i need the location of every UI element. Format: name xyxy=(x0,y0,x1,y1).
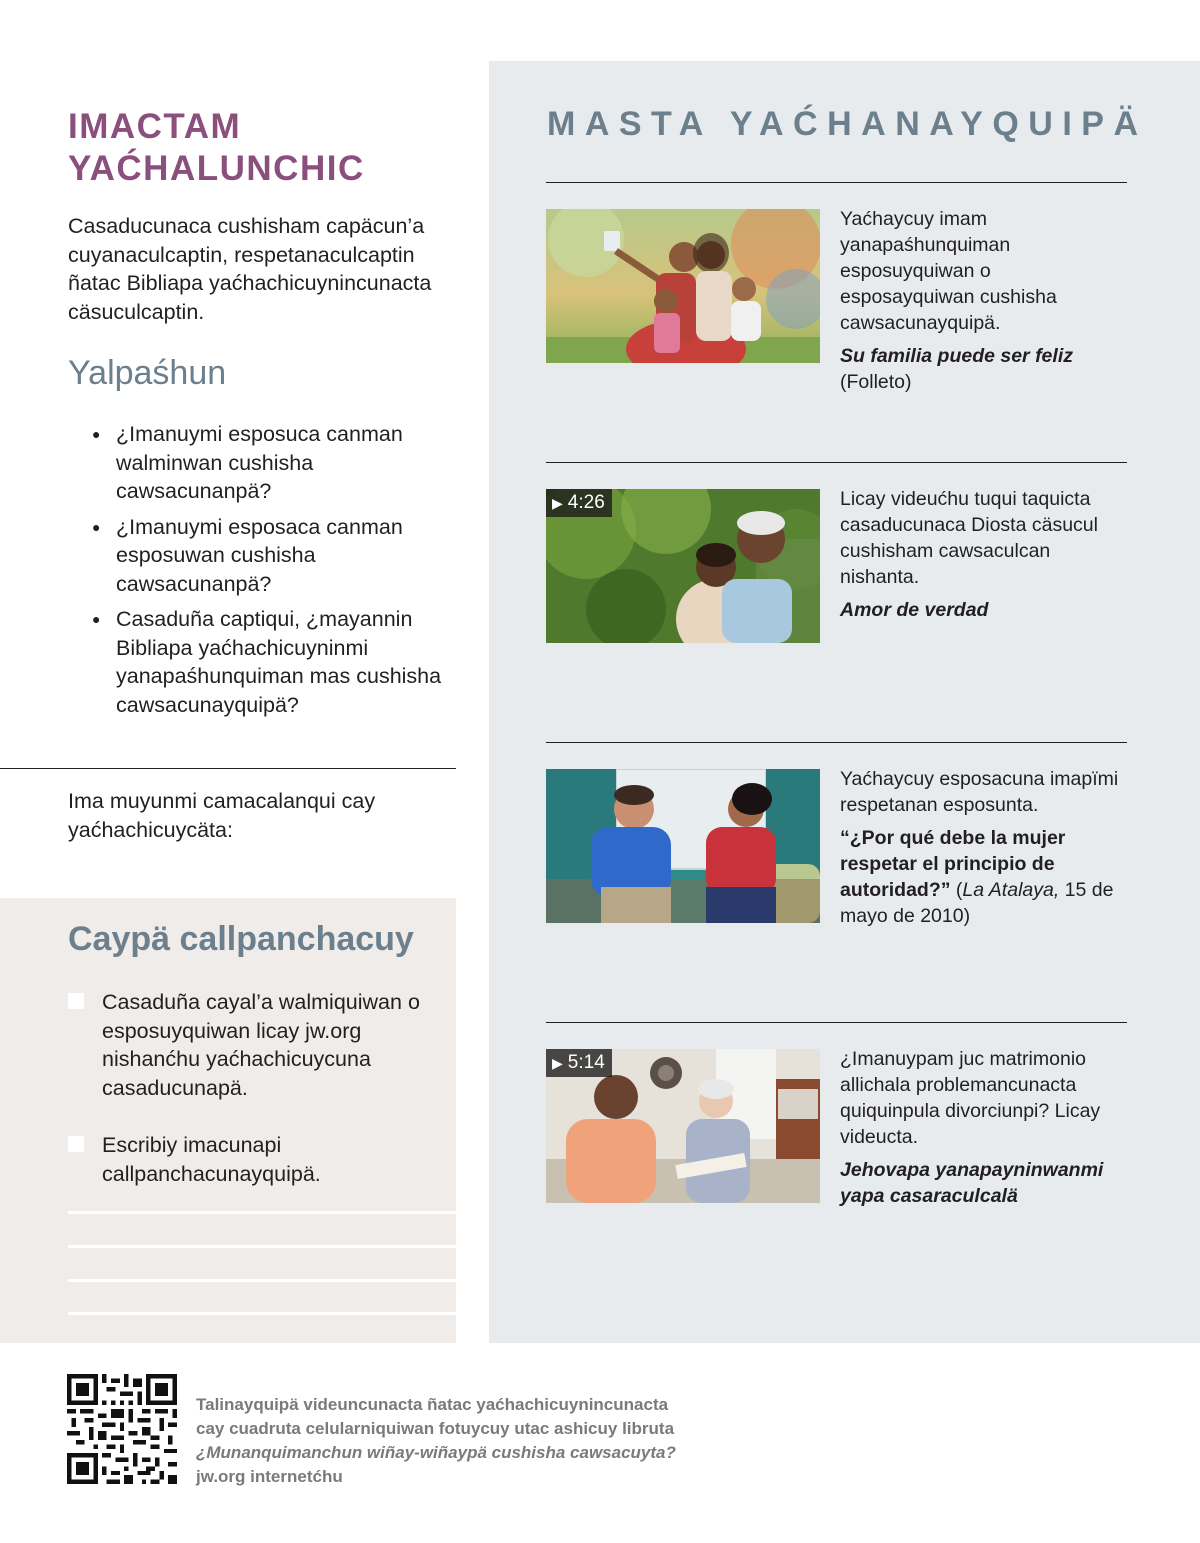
resource-item-text xyxy=(840,486,1125,623)
divider xyxy=(546,742,1127,743)
book-title: ¿Munanquimanchun wiñay-wiñaypä cushisha cawsacuyta? xyxy=(196,1443,676,1462)
checkbox[interactable] xyxy=(68,1136,84,1152)
question-item: ● Casaduña captiqui, ¿mayannin Bibliapa yaćhachicuyninmi yanapaśhunquiman mas cushisha cawsacunayquipä? xyxy=(92,605,452,719)
item-description: Licay videućhu tuqui taquicta casaducunaca Diosta cäsucul cushisham cawsaculcan nishanta. xyxy=(840,488,1098,588)
publication-note: (Folleto) xyxy=(840,371,912,393)
question-item: ● ¿Imanuymi esposuca canman walminwan cushisha cawsacunanpä? xyxy=(92,420,452,506)
item-description: Yaćhaycuy esposacuna imapïmi respetanan esposunta. xyxy=(840,768,1119,816)
family-selfie-image xyxy=(546,209,820,363)
divider xyxy=(0,768,456,769)
question-list xyxy=(92,420,452,726)
writing-line[interactable] xyxy=(68,1312,456,1315)
article-link[interactable]: “¿Por qué debe la mujer respetar el principio de autoridad?” xyxy=(840,827,1066,901)
qr-code-icon[interactable] xyxy=(67,1374,177,1484)
checkbox[interactable] xyxy=(68,993,84,1009)
family-selfie-photo[interactable] xyxy=(546,209,820,363)
video-duration-badge xyxy=(546,489,612,517)
writing-line[interactable] xyxy=(68,1279,456,1282)
footer-website[interactable]: jw.org internetćhu xyxy=(196,1467,343,1486)
play-icon: ▶ xyxy=(552,495,563,511)
divider xyxy=(546,462,1127,463)
goal-text: Casaduña cayal’a walmiquiwan o esposuyquiwan licay jw.org nishanćhu yaćhachicuycuna casaducunapä. xyxy=(102,990,420,1100)
resource-item-text xyxy=(840,1046,1125,1209)
learn-more-panel xyxy=(489,61,1200,1343)
footer-line: Talinayquipä videuncunacta ñatac yaćhachicuynincunacta xyxy=(196,1395,669,1414)
couple-talking-photo[interactable] xyxy=(546,769,820,923)
couple-reading-bible-photo[interactable] xyxy=(546,1049,820,1203)
item-description: Yaćhaycuy imam yanapaśhunquiman esposuyquiwan o esposayquiwan cushisha cawsacunayquipä. xyxy=(840,208,1057,334)
discuss-heading: Yalpaśhun xyxy=(68,354,227,392)
video-duration: 5:14 xyxy=(567,1052,605,1073)
intro-paragraph: Casaducunaca cushisham capäcun’a cuyanaculcaptin, respetanaculcaptin ñatac Bibliapa yaćhachicuynincunacta cäsuculcaptin. xyxy=(68,214,432,324)
writing-line[interactable] xyxy=(68,1211,456,1214)
video-link[interactable]: Jehovapa yanapayninwanmi yapa casaraculcalä xyxy=(840,1159,1104,1207)
couple-talking-image xyxy=(546,769,820,923)
video-duration-badge xyxy=(546,1049,612,1077)
elderly-couple-photo[interactable] xyxy=(546,489,820,643)
learn-more-title: MASTA YAĆHANAYQUIPÄ xyxy=(547,105,1148,143)
remember-prompt: Ima muyunmi camacalanqui cay yaćhachicuycäta: xyxy=(68,789,376,842)
goal-item xyxy=(68,988,448,1102)
divider xyxy=(546,1022,1127,1023)
left-column xyxy=(0,0,456,1343)
qr-code-graphic xyxy=(67,1374,177,1484)
magazine-name: La Atalaya, xyxy=(962,879,1060,901)
divider xyxy=(546,182,1127,183)
video-link[interactable]: Amor de verdad xyxy=(840,599,989,621)
resource-item-text xyxy=(840,206,1125,395)
play-icon: ▶ xyxy=(552,1055,563,1071)
question-item: ● ¿Imanuymi esposaca canman esposuwan cushisha cawsacunanpä? xyxy=(92,513,452,599)
item-description: ¿Imanuypam juc matrimonio allichala problemancunacta quiquinpula divorciunpi? Licay videucta. xyxy=(840,1048,1101,1148)
video-duration: 4:26 xyxy=(567,492,605,513)
publication-link[interactable]: Su familia puede ser feliz xyxy=(840,345,1073,367)
goal-text: Escribiy imacunapi callpanchacunayquipä. xyxy=(102,1133,321,1186)
writing-line[interactable] xyxy=(68,1245,456,1248)
goal-item xyxy=(68,1131,448,1188)
footer-text xyxy=(196,1393,756,1489)
section-title: IMACTAM YAĆHALUNCHIC xyxy=(68,107,365,188)
goals-heading: Caypä callpanchacuy xyxy=(68,920,414,958)
goals-panel xyxy=(0,898,456,1343)
footer-line: cay cuadruta celularniquiwan fotuycuy utac ashicuy libruta xyxy=(196,1419,675,1438)
magazine-date: 15 de mayo de 2010) xyxy=(840,879,1114,927)
resource-item-text xyxy=(840,766,1125,929)
article-reference: “¿Por qué debe la mujer respetar el principio de autoridad?” (La Atalaya, 15 de mayo de 2010) xyxy=(840,827,1114,927)
